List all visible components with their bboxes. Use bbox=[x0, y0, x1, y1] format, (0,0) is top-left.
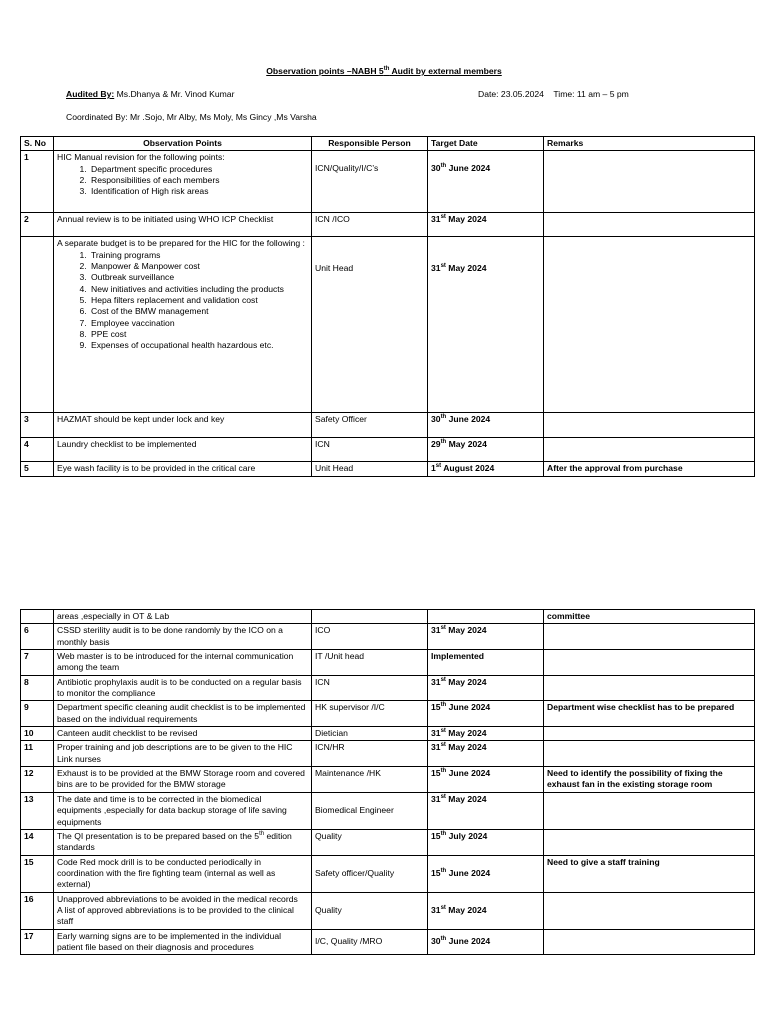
table-row bbox=[21, 438, 755, 462]
table-row bbox=[21, 151, 755, 213]
row-number: 6 bbox=[21, 624, 54, 650]
row-number: 3 bbox=[21, 413, 54, 438]
observation-text: areas ,especially in OT & Lab bbox=[54, 610, 312, 624]
list-item: 6. Cost of the BMW management bbox=[89, 306, 308, 317]
column-header: Observation Points bbox=[54, 137, 312, 151]
table-row bbox=[21, 855, 755, 892]
observation-text: The QI presentation is to be prepared based on the 5th edition standards bbox=[54, 829, 312, 855]
responsible-person: Biomedical Engineer bbox=[312, 792, 428, 829]
responsible-person: ICN bbox=[312, 675, 428, 701]
target-date: Implemented bbox=[428, 650, 544, 676]
target-date: 31st May 2024 bbox=[428, 237, 544, 413]
list-item: 7. Employee vaccination bbox=[89, 318, 308, 329]
row-number bbox=[21, 237, 54, 413]
target-date: 31st May 2024 bbox=[428, 624, 544, 650]
audited-by bbox=[66, 89, 234, 100]
remarks bbox=[544, 727, 755, 741]
responsible-person: ICO bbox=[312, 624, 428, 650]
target-date: 15th June 2024 bbox=[428, 855, 544, 892]
target-date: 1st August 2024 bbox=[428, 462, 544, 476]
table-row bbox=[21, 792, 755, 829]
remarks: committee bbox=[544, 610, 755, 624]
target-date: 31st May 2024 bbox=[428, 741, 544, 767]
responsible-person: Unit Head bbox=[312, 237, 428, 413]
target-date: 15th June 2024 bbox=[428, 701, 544, 727]
responsible-person: HK supervisor /I/C bbox=[312, 701, 428, 727]
table-row bbox=[21, 727, 755, 741]
table-header-row bbox=[21, 137, 755, 151]
observation-text: CSSD sterility audit is to be done randomly by the ICO on a monthly basis bbox=[54, 624, 312, 650]
list-item: 8. PPE cost bbox=[89, 329, 308, 340]
observation-text: HIC Manual revision for the following points: bbox=[57, 152, 225, 163]
row-number: 12 bbox=[21, 767, 54, 793]
table-row bbox=[21, 413, 755, 438]
list-item: 1. Department specific procedures bbox=[89, 164, 308, 175]
responsible-person: ICN /ICO bbox=[312, 213, 428, 237]
observation-text: Department specific cleaning audit checklist is to be implemented based on the individual requirements bbox=[54, 701, 312, 727]
list-item: 3. Outbreak surveillance bbox=[89, 272, 308, 283]
audit-time: Time: 11 am – 5 pm bbox=[553, 89, 629, 99]
row-number: 2 bbox=[21, 213, 54, 237]
responsible-person: Maintenance /HK bbox=[312, 767, 428, 793]
observation-text: Unapproved abbreviations to be avoided in the medical records bbox=[57, 893, 298, 904]
observation-text: Canteen audit checklist to be revised bbox=[54, 727, 312, 741]
observation-table-part-2 bbox=[20, 609, 755, 955]
remarks bbox=[544, 413, 755, 438]
responsible-person: Safety officer/Quality bbox=[312, 855, 428, 892]
column-header: S. No bbox=[21, 137, 54, 151]
table-row bbox=[21, 829, 755, 855]
target-date: 30th June 2024 bbox=[428, 929, 544, 955]
target-date: 29th May 2024 bbox=[428, 438, 544, 462]
list-item: 5. Hepa filters replacement and validation cost bbox=[89, 295, 308, 306]
column-header: Target Date bbox=[428, 137, 544, 151]
responsible-person: ICN bbox=[312, 438, 428, 462]
remarks bbox=[544, 650, 755, 676]
target-date: 31st May 2024 bbox=[428, 213, 544, 237]
remarks bbox=[544, 829, 755, 855]
remarks bbox=[544, 237, 755, 413]
table-row bbox=[21, 624, 755, 650]
remarks bbox=[544, 929, 755, 955]
table-row bbox=[21, 767, 755, 793]
row-number: 8 bbox=[21, 675, 54, 701]
table-row bbox=[21, 650, 755, 676]
observation-text: Annual review is to be initiated using WHO ICP Checklist bbox=[54, 213, 312, 237]
observation-text: HAZMAT should be kept under lock and key bbox=[54, 413, 312, 438]
table-row bbox=[21, 675, 755, 701]
observation-text: Early warning signs are to be implemented in the individual patient file based on their diagnosis and procedures bbox=[54, 929, 312, 955]
row-number: 13 bbox=[21, 792, 54, 829]
responsible-person: ICN/HR bbox=[312, 741, 428, 767]
list-item: 1. Training programs bbox=[89, 250, 308, 261]
row-number bbox=[21, 610, 54, 624]
audit-date: Date: 23.05.2024 bbox=[478, 89, 544, 99]
row-number: 5 bbox=[21, 462, 54, 476]
table-row bbox=[21, 701, 755, 727]
remarks: Department wise checklist has to be prepared bbox=[544, 701, 755, 727]
observation-text: Exhaust is to be provided at the BMW Storage room and covered bins are to be provided for the BMW storage bbox=[54, 767, 312, 793]
responsible-person: Quality bbox=[312, 829, 428, 855]
remarks bbox=[544, 675, 755, 701]
list-item: 2. Manpower & Manpower cost bbox=[89, 261, 308, 272]
remarks: Need to identify the possibility of fixing the exhaust fan in the existing storage room bbox=[544, 767, 755, 793]
row-number: 14 bbox=[21, 829, 54, 855]
target-date: 31st May 2024 bbox=[428, 792, 544, 829]
row-number: 1 bbox=[21, 151, 54, 213]
document-title: Observation points –NABH 5th Audit by external members bbox=[266, 66, 502, 76]
table-row bbox=[21, 892, 755, 929]
row-number: 17 bbox=[21, 929, 54, 955]
row-number: 10 bbox=[21, 727, 54, 741]
target-date: 31st May 2024 bbox=[428, 892, 544, 929]
table-row bbox=[21, 237, 755, 413]
target-date: 31st May 2024 bbox=[428, 727, 544, 741]
row-number: 11 bbox=[21, 741, 54, 767]
audit-date-time bbox=[478, 89, 629, 100]
remarks bbox=[544, 438, 755, 462]
table-row bbox=[21, 610, 755, 624]
target-date: 15th July 2024 bbox=[428, 829, 544, 855]
column-header: Remarks bbox=[544, 137, 755, 151]
remarks: Need to give a staff training bbox=[544, 855, 755, 892]
observation-text: A separate budget is to be prepared for the HIC for the following : bbox=[57, 238, 305, 249]
observation-text: Code Red mock drill is to be conducted periodically in coordination with the fire fighting team (internal as well as external) bbox=[54, 855, 312, 892]
observation-table-part-1 bbox=[20, 136, 755, 477]
remarks bbox=[544, 151, 755, 213]
row-number: 7 bbox=[21, 650, 54, 676]
target-date: 31st May 2024 bbox=[428, 675, 544, 701]
target-date bbox=[428, 610, 544, 624]
coordinated-by: Coordinated By: Mr .Sojo, Mr Alby, Ms Moly, Ms Gincy ,Ms Varsha bbox=[66, 112, 317, 122]
list-item: 9. Expenses of occupational health hazardous etc. bbox=[89, 340, 308, 351]
table-row bbox=[21, 741, 755, 767]
table-row bbox=[21, 462, 755, 476]
remarks: After the approval from purchase bbox=[544, 462, 755, 476]
responsible-person: Dietician bbox=[312, 727, 428, 741]
observation-cell bbox=[54, 892, 312, 929]
target-date: 30th June 2024 bbox=[428, 413, 544, 438]
observation-text: Eye wash facility is to be provided in the critical care bbox=[54, 462, 312, 476]
responsible-person: Quality bbox=[312, 892, 428, 929]
observation-cell bbox=[54, 237, 312, 413]
responsible-person: Safety Officer bbox=[312, 413, 428, 438]
responsible-person: ICN/Quality/I/C’s bbox=[312, 151, 428, 213]
row-number: 4 bbox=[21, 438, 54, 462]
remarks bbox=[544, 213, 755, 237]
remarks bbox=[544, 792, 755, 829]
remarks bbox=[544, 741, 755, 767]
target-date: 15th June 2024 bbox=[428, 767, 544, 793]
responsible-person bbox=[312, 610, 428, 624]
list-item: 4. New initiatives and activities including the products bbox=[89, 284, 308, 295]
responsible-person: I/C, Quality /MRO bbox=[312, 929, 428, 955]
target-date: 30th June 2024 bbox=[428, 151, 544, 213]
responsible-person: Unit Head bbox=[312, 462, 428, 476]
list-item: 2. Responsibilities of each members bbox=[89, 175, 308, 186]
remarks bbox=[544, 624, 755, 650]
table-row bbox=[21, 929, 755, 955]
list-item: 3. Identification of High risk areas bbox=[89, 186, 308, 197]
observation-text: Proper training and job descriptions are to be given to the HIC Link nurses bbox=[54, 741, 312, 767]
observation-text: Web master is to be introduced for the internal communication among the team bbox=[54, 650, 312, 676]
row-number: 15 bbox=[21, 855, 54, 892]
column-header: Responsible Person bbox=[312, 137, 428, 151]
responsible-person: IT /Unit head bbox=[312, 650, 428, 676]
observation-cell bbox=[54, 151, 312, 213]
observation-text: Antibiotic prophylaxis audit is to be conducted on a regular basis to monitor the compliance bbox=[54, 675, 312, 701]
audited-by-label: Audited By: bbox=[66, 89, 115, 99]
table-row bbox=[21, 213, 755, 237]
observation-text: The date and time is to be corrected in the biomedical equipments ,especially for data backup storage of life saving equipments bbox=[54, 792, 312, 829]
audited-by-value: Ms.Dhanya & Mr. Vinod Kumar bbox=[116, 89, 235, 99]
observation-text: Laundry checklist to be implemented bbox=[54, 438, 312, 462]
row-number: 9 bbox=[21, 701, 54, 727]
row-number: 16 bbox=[21, 892, 54, 929]
observation-text: A list of approved abbreviations is to be provided to the clinical staff bbox=[57, 904, 294, 927]
remarks bbox=[544, 892, 755, 929]
